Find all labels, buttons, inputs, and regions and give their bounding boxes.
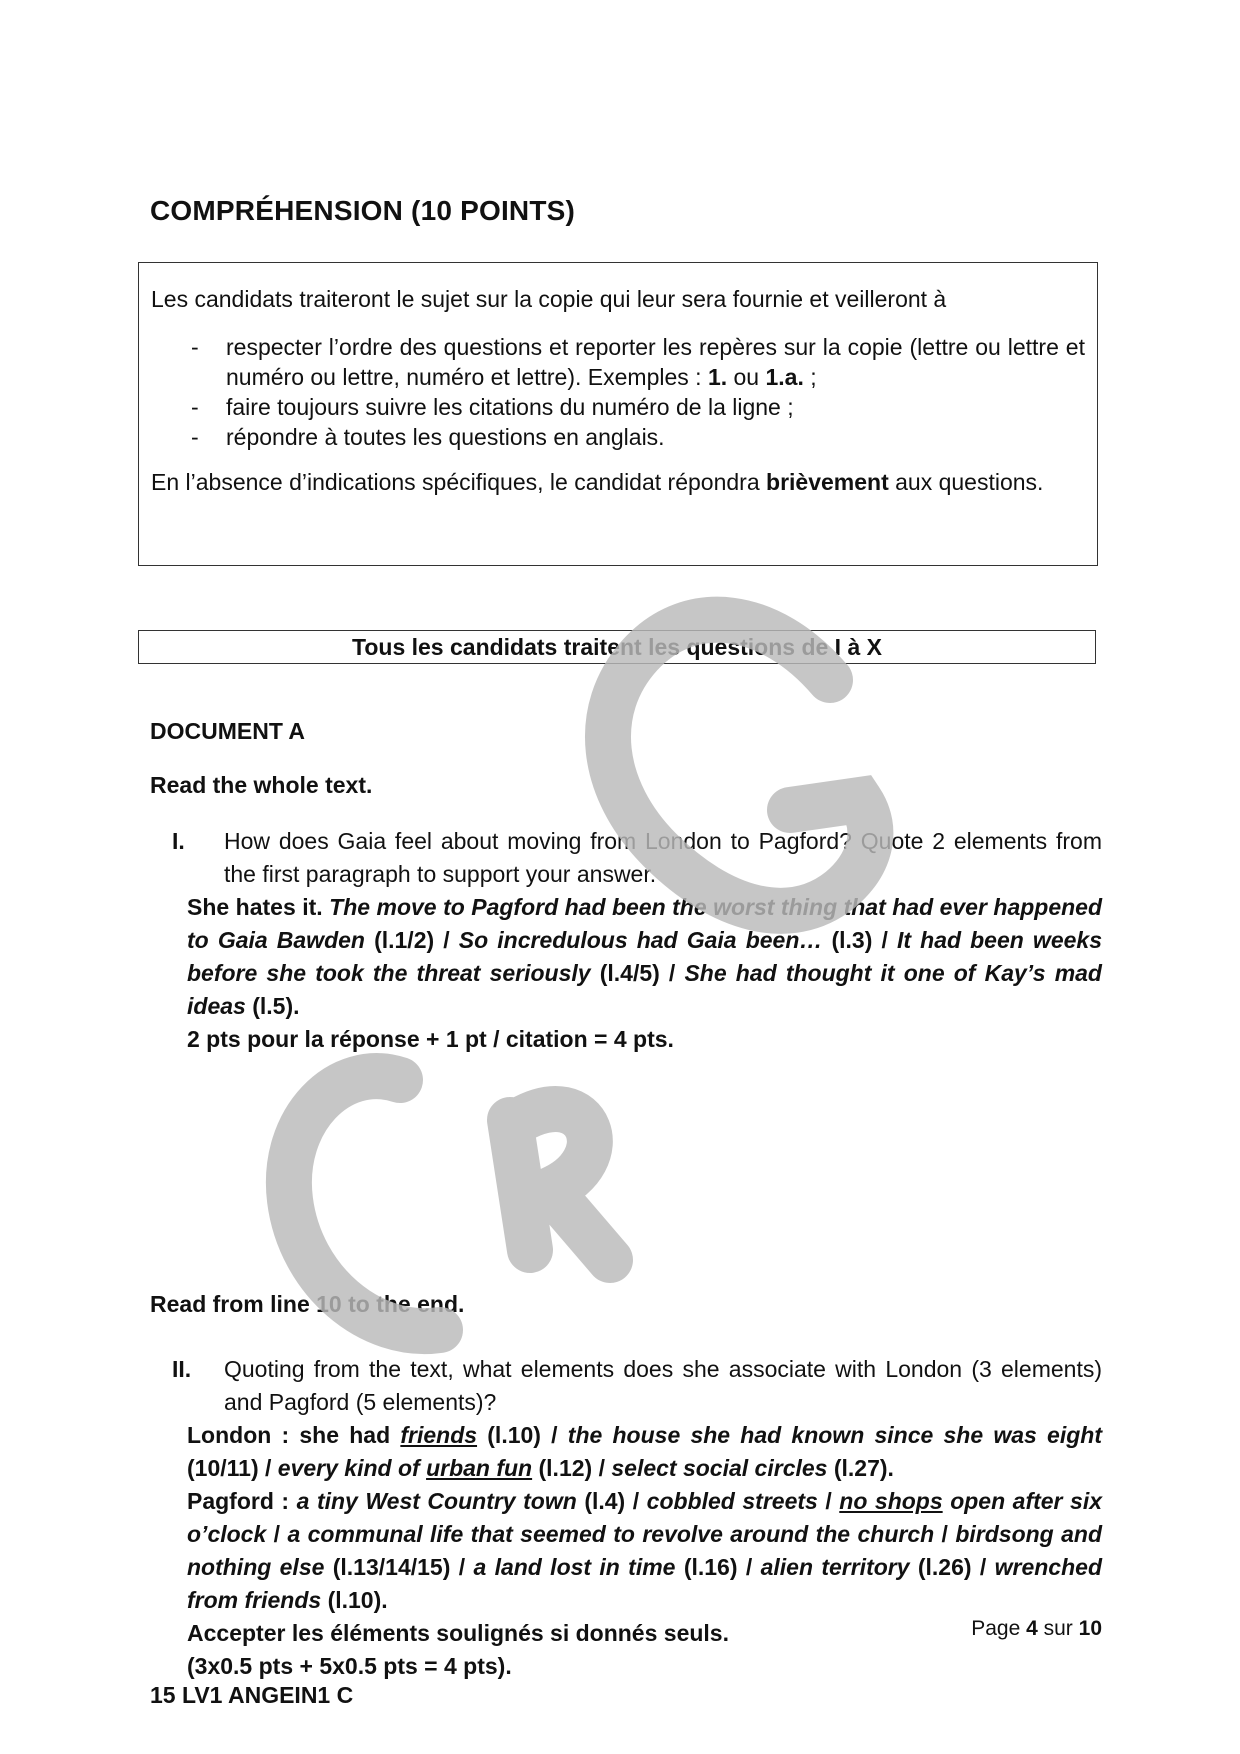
banner: Tous les candidats traitent les questions de I à X — [138, 630, 1096, 664]
question-1 — [150, 825, 1102, 1056]
answer-2-points: (3x0.5 pts + 5x0.5 pts = 4 pts). — [187, 1653, 512, 1679]
question-number: II. — [172, 1356, 192, 1382]
instructions-intro: Les candidats traiteront le sujet sur la copie qui leur sera fournie et veilleront à — [151, 286, 947, 312]
read-instruction-1: Read the whole text. — [150, 772, 373, 798]
instruction-item: - faire toujours suivre les citations du numéro de la ligne ; — [191, 394, 794, 420]
instruction-item: - répondre à toutes les questions en anglais. — [191, 424, 665, 450]
answer-1-points: 2 pts pour la réponse + 1 pt / citation = 4 pts. — [187, 1026, 674, 1052]
dash: - — [191, 334, 199, 360]
question-1-text: I. How does Gaia feel about moving from London to Pagford? Quote 2 elements from the first paragraph to support your answer. — [150, 825, 1102, 891]
question-2-text: II. Quoting from the text, what elements does she associate with London (3 elements) and Pagford (5 elements)? — [150, 1353, 1102, 1419]
instructions-box — [138, 262, 1098, 566]
exam-code: 15 LV1 ANGEIN1 C — [150, 1682, 354, 1708]
answer-2-accept-note: Accepter les éléments soulignés si donnés seuls. — [187, 1620, 729, 1646]
instruction-item: - respecter l’ordre des questions et reporter les repères sur la copie (lettre ou lettre et numéro ou lettre, numéro et lettre). Exemples : 1. ou 1.a. ; — [191, 334, 1085, 390]
answer-2-pagford: Pagford : a tiny West Country town (l.4) / cobbled streets / no shops open after six o’clock / a communal life that seemed to revolve around the church / birdsong and nothing else (l.13/14/15) / a land lost in time (l.16) / alien territory (l.26) / wrenched from friends (l.10). — [187, 1488, 1103, 1613]
page-title: COMPRÉHENSION (10 POINTS) — [150, 195, 576, 226]
document-label: DOCUMENT A — [150, 718, 306, 744]
page-number: Page 4 sur 10 — [971, 1617, 1102, 1640]
dash: - — [191, 394, 199, 420]
answer-1: She hates it. The move to Pagford had been the worst thing that had ever happened to Gaia Bawden (l.1/2) / So incredulous had Gaia been… (l.3) / It had been weeks before she took the threat seriously (l.4/5) / She had thought it one of Kay’s mad ideas (l.5). — [187, 894, 1103, 1019]
answer-2-london: London : she had friends (l.10) / the house she had known since she was eight (10/11) / every kind of urban fun (l.12) / select social circles (l.27). — [187, 1422, 1102, 1481]
instructions-list — [151, 332, 1085, 452]
instructions-note: En l’absence d’indications spécifiques, le candidat répondra brièvement aux questions. — [151, 469, 1044, 495]
question-number: I. — [172, 828, 185, 854]
question-2 — [150, 1353, 1102, 1683]
read-instruction-2: Read from line 10 to the end. — [150, 1291, 465, 1317]
dash: - — [191, 424, 199, 450]
